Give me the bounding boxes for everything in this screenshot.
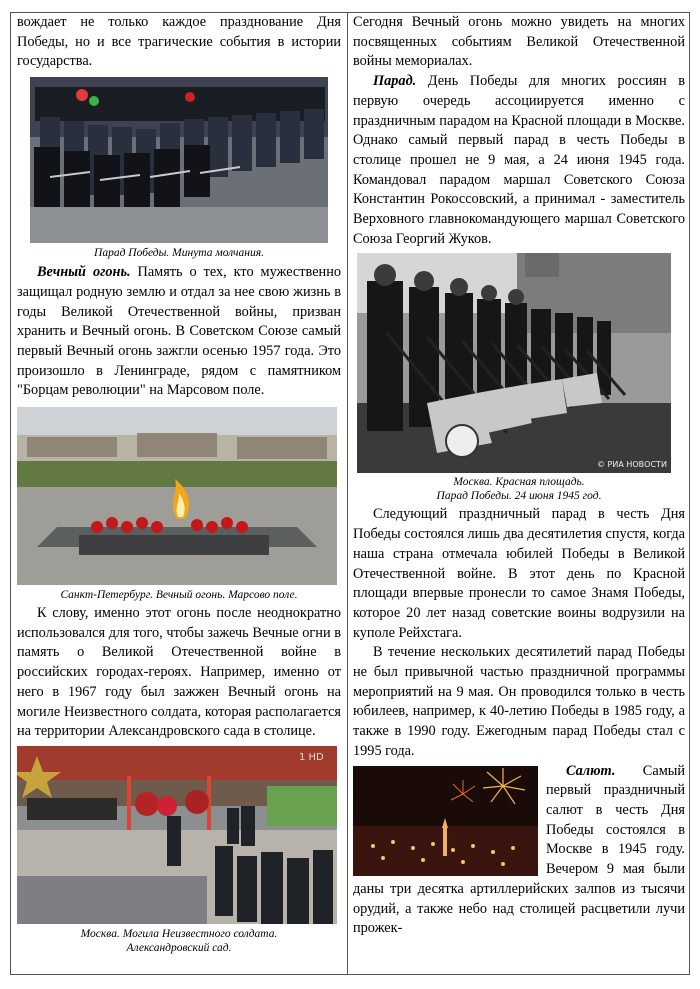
photo-minute-of-silence (30, 77, 328, 243)
left-column (17, 13, 341, 974)
photo-caption-line-1: Москва. Красная площадь. (453, 476, 585, 489)
victory-parade-image (357, 253, 671, 473)
right-intro-paragraph: Сегодня Вечный огонь можно увидеть на многих посвященных событиям Великой Отечественной войны мемориалах. (353, 14, 685, 70)
eternal-flame-paragraph (17, 263, 341, 401)
ria-watermark: © РИА НОВОСТИ (597, 460, 667, 470)
paragraph-text: Память о тех, кто мужественно защищал родную землю и отдал за нее свою жизнь в годы Великой Отечественной войны, призван хранить и Вечный огонь. В Советском Союзе самый первый Вечный огонь зажгли осенью 1957 года. Это произошло в Ленинграде, рядом с памятником "Борцам революции" на Марсовом поле. (17, 264, 341, 399)
next-parade-paragraph: Следующий праздничный парад в честь Дня Победы состоялся лишь два десятилетия спустя, когда наша страна отмечала юбилей Победы в Великой Отечественной войне. В этот день по Красной площади впервые пронесли то самое Знамя Победы, которое 20 лет назад советские воины водрузили на куполе Рейхстага. (353, 506, 685, 641)
salute-image (353, 766, 538, 876)
section-heading: Парад. (373, 73, 417, 90)
photo-caption: Санкт-Петербург. Вечный огонь. Марсово поле. (60, 589, 298, 602)
section-heading: Вечный огонь. (37, 264, 131, 281)
photo-caption: Парад Победы. Минута молчания. (94, 247, 264, 260)
paragraph-text: День Победы для многих россиян в первую очередь ассоциируется именно с праздничным парадом на Красной площади в Москве. Однако самый первый парад в честь Победы в столице прошел не 9 мая, а 24 июня 1945 года. Командовал парадом маршал Советского Союза Константин Рокоссовский, а принимал - заместитель Верховного главнокомандующего маршал Советского Союза Георгий Жуков. (353, 73, 685, 247)
section-heading: Салют. (566, 762, 616, 779)
decades-paragraph: В течение нескольких десятилетий парад Победы не был привычной частью праздничной программы мероприятий на 9 мая. Он проводился только в честь юбилеев, например, к 40-летию Победы в 1985 году, а также в 1990 году. Ежегодным парад Победы стал с 1995 года. (353, 644, 685, 759)
tv-watermark: 1 HD (299, 751, 324, 763)
left-intro-paragraph: вождает не только каждое празднование Дня Победы, но и все трагические события в истории государства. (17, 14, 341, 70)
photo-caption-line-1: Москва. Могила Неизвестного солдата. (80, 927, 278, 940)
parade-paragraph (353, 72, 685, 249)
photo-eternal-flame-mars-field (17, 407, 337, 585)
photo-caption-line-2: Парад Победы. 24 июня 1945 год. (436, 490, 602, 503)
eternal-flame-image (17, 407, 337, 585)
photo-victory-salute (353, 766, 538, 876)
right-column (353, 13, 685, 974)
photo-victory-parade-1945 (357, 253, 671, 473)
photo-caption-line-2: Александровский сад. (126, 941, 232, 954)
minute-of-silence-image (30, 77, 328, 243)
column-divider (347, 13, 348, 974)
unknown-soldier-image (17, 746, 337, 924)
photo-unknown-soldier-tomb (17, 746, 337, 924)
paragraph-text: Самый первый праздничный салют в честь Дня Победы состоялся в Москве в 1945 году. Вечером 9 мая были даны три десятка артиллерийских залпов из тысячи орудий, а также небо над столицей расцветили лучи прожек- (353, 762, 685, 937)
document-page (10, 12, 690, 975)
flame-usage-paragraph: К слову, именно этот огонь после неоднократно использовался для того, чтобы зажечь Вечные огни в память о Великой Отечественной войне в российских городах-героях. Например, именно от него в 1967 году был зажжен Вечный огонь на могиле Неизвестного солдата, которая располагается на территории Александровского сада в столице. (17, 605, 341, 740)
